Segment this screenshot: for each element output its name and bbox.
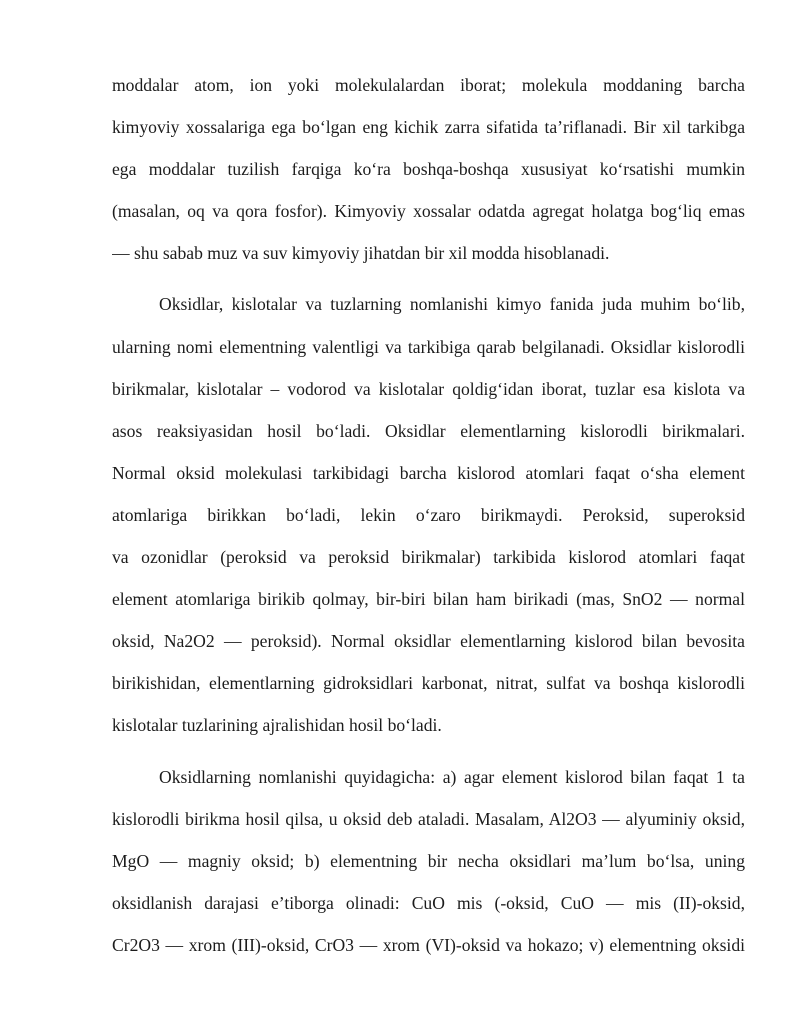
text-line: kislorodli birikma hosil qilsa, u oksid deb ataladi. Masalam, Al2O3 — alyuminiy oksid, <box>112 808 745 829</box>
text-line: birikmalar, kislotalar – vodorod va kislotalar qoldig‘idan iborat, tuzlar esa kislota va <box>112 378 745 399</box>
text-line: Cr2O3 — xrom (III)-oksid, CrO3 — xrom (VI)-oksid va hokazo; v) elementning oksidi <box>112 934 745 955</box>
paragraph-oxides-naming <box>112 283 745 746</box>
text-line: atomlariga birikkan bo‘ladi, lekin o‘zaro birikmaydi. Peroksid, superoksid <box>112 504 745 525</box>
text-line: oksidlanish darajasi e’tiborga olinadi: CuO mis (-oksid, CuO — mis (II)-oksid, <box>112 892 745 913</box>
text-line: Oksidlarning nomlanishi quyidagicha: a) agar element kislorod bilan faqat 1 ta <box>159 766 745 787</box>
text-line: kislotalar tuzlarining ajralishidan hosil bo‘ladi. <box>112 715 442 736</box>
text-line: — shu sabab muz va suv kimyoviy jihatdan bir xil modda hisoblanadi. <box>112 243 610 264</box>
paragraph-oxide-nomenclature <box>112 756 745 966</box>
text-line: birikishidan, elementlarning gidroksidlari karbonat, nitrat, sulfat va boshqa kislorodli <box>112 673 745 694</box>
text-line: MgO — magniy oksid; b) elementning bir necha oksidlari ma’lum bo‘lsa, uning <box>112 850 745 871</box>
text-line: ularning nomi elementning valentligi va tarkibiga qarab belgilanadi. Oksidlar kislorodli <box>112 336 745 357</box>
text-line: asos reaksiyasidan hosil bo‘ladi. Oksidlar elementlarning kislorodli birikmalari. <box>112 420 745 441</box>
text-line: kimyoviy xossalariga ega bo‘lgan eng kichik zarra sifatida ta’riflanadi. Bir xil tarkibga <box>112 117 745 138</box>
text-line: (masalan, oq va qora fosfor). Kimyoviy xossalar odatda agregat holatga bog‘liq emas <box>112 201 745 222</box>
text-line: va ozonidlar (peroksid va peroksid birikmalar) tarkibida kislorod atomlari faqat <box>112 547 745 568</box>
text-line: oksid, Na2O2 — peroksid). Normal oksidlar elementlarning kislorod bilan bevosita <box>112 631 745 652</box>
text-line: Oksidlar, kislotalar va tuzlarning nomlanishi kimyo fanida juda muhim bo‘lib, <box>159 294 745 315</box>
document-body <box>112 64 745 975</box>
text-line: element atomlariga birikib qolmay, bir-biri bilan ham birikadi (mas, SnO2 — normal <box>112 589 745 610</box>
paragraph-continuation <box>112 64 745 274</box>
text-line: Normal oksid molekulasi tarkibidagi barcha kislorod atomlari faqat o‘sha element <box>112 462 745 483</box>
text-line: ega moddalar tuzilish farqiga ko‘ra boshqa-boshqa xususiyat ko‘rsatishi mumkin <box>112 159 745 180</box>
text-line: moddalar atom, ion yoki molekulalardan iborat; molekula moddaning barcha <box>112 75 745 95</box>
